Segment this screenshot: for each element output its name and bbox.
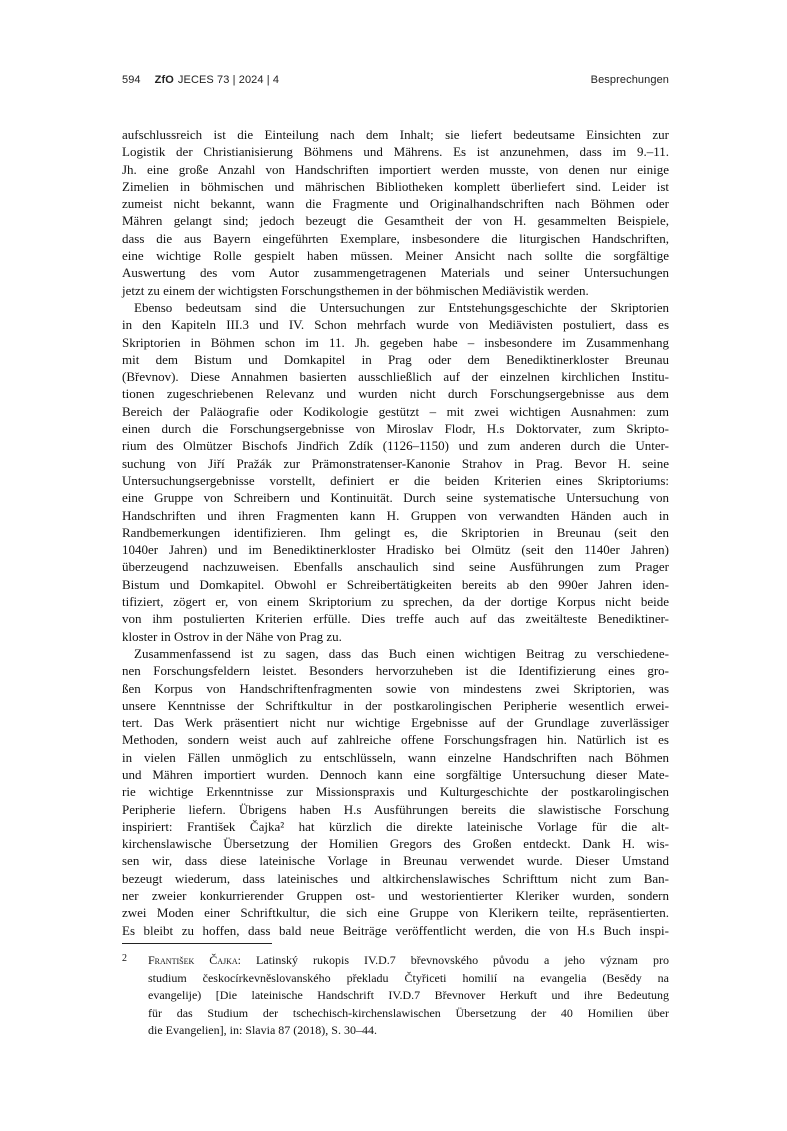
- footnote-text: [148, 952, 669, 1040]
- text-line: aufschlussreich ist die Einteilung nach dem Inhalt; sie liefert bedeutsame Einsichten zur: [122, 127, 669, 142]
- footnote-line: František Čajka: Latinský rukopis IV.D.7 břevnovského původu a jeho význam pro: [148, 953, 669, 967]
- text-line: zumeist nicht bekannt, wann die Fragmente und Originalhandschriften nach Böhmen oder: [122, 196, 669, 212]
- header-left: [122, 74, 279, 86]
- text-line: in vielen Fällen unmöglich zu entschlüsseln, wann einzelne Handschriften nach Böhmen: [122, 749, 669, 765]
- text-line: Zusammenfassend ist zu sagen, dass das Buch einen wichtigen Beitrag zu verschiedene-: [134, 645, 669, 661]
- text-line: Mähren gelangt sind; jedoch bezeugt die Gesamtheit der von H. gesammelten Beispiele,: [122, 213, 669, 229]
- footnote-line: studium českocírkevněslovanského překladu Čtyřiceti homilií na evangelia (Besědy na: [148, 970, 669, 985]
- text-line: ner zweier konkurrierender Gruppen ost- und westorientierter Kleriker wurden, sondern: [122, 888, 669, 904]
- body-text: [122, 126, 669, 939]
- running-header: [122, 74, 669, 90]
- text-line: sen wir, dass diese lateinische Vorlage in Breunau verwendet wurde. Dieser Umstand: [122, 853, 669, 869]
- footnote-author: František Čajka: [148, 953, 238, 967]
- text-line: mit dem Bistum und Domkapitel in Prag oder dem Benediktinerkloster Breunau: [122, 351, 669, 367]
- text-line: Untersuchungsergebnisse vorstellt, definiert er die beiden Kriterien eines Skriptoriums:: [122, 472, 669, 488]
- text-line: Es bleibt zu hoffen, dass bald neue Beiträge veröffentlicht werden, die von H.s Buch inspi-: [122, 922, 669, 938]
- footnote-line: die Evangelien], in: Slavia 87 (2018), S. 30–44.: [148, 1023, 377, 1037]
- text-line: tifiziert, zögert er, von einem Skriptorium zu sprechen, da der dortige Korpus nicht beide: [122, 594, 669, 610]
- text-line: rie wichtige Erkenntnisse zur Missionspraxis und Kulturgeschichte der postkarolingischen: [122, 784, 669, 800]
- text-line: eine Gruppe von Schreibern und Kontinuität. Durch seine systematische Untersuchung von: [122, 490, 669, 506]
- text-line: tert. Das Werk präsentiert nicht nur wichtige Ergebnisse auf der Grundlage zuverlässiger: [122, 715, 669, 731]
- text-line: suchung von Jiří Pražák zur Prämonstratenser-Kanonie Strahov in Prag. Bevor H. seine: [122, 455, 669, 471]
- text-line: von ihm postulierten Kriterien erfülle. Dies treffe auch auf das zweitälteste Benediktiner-: [122, 611, 669, 627]
- text-line: 1040er Jahren) und im Benediktinerkloster Hradisko bei Olmütz (seit den 1140er Jahren): [122, 542, 669, 558]
- text-line: kirchenslawische Übersetzung der Homilien Gregors des Großen entdeckt. Dank H. wis-: [122, 836, 669, 852]
- text-line: Ebenso bedeutsam sind die Untersuchungen zur Entstehungsgeschichte der Skriptorien: [134, 299, 669, 315]
- footnote-line: evangelije) [Die lateinische Handschrift IV.D.7 Břevnover Herkuft und ihre Bedeutung: [148, 988, 669, 1002]
- text-line: rium des Olmützer Bischofs Jindřich Zdík (1126–1150) und zum anderen durch die Unter-: [122, 438, 669, 454]
- text-line: Zimelien in böhmischen und mährischen Bibliotheken komplett überliefert sind. Leider ist: [122, 178, 669, 194]
- text-line: Bistum und Domkapitel. Obwohl er Schreibertätigkeiten bereits ab den 990er Jahren iden-: [122, 576, 669, 592]
- text-line: Jh. eine große Anzahl von Handschriften importiert werden musste, von denen nur einige: [122, 161, 669, 177]
- section-title: Besprechungen: [590, 74, 669, 86]
- page-number: 594: [122, 74, 141, 86]
- text-line: bezeugt wiederum, dass lateinisches und altkirchenslawisches Schrifttum nicht zum Ban-: [122, 870, 669, 886]
- text-line: eine wichtige Rolle gespielt haben müssen. Meiner Ansicht nach sollte die sorgfältige: [122, 248, 669, 264]
- text-line: jetzt zu einem der wichtigsten Forschungsthemen in der böhmischen Mediävistik werden.: [122, 282, 589, 298]
- text-line: Randbemerkungen identifizieren. Ihm gelingt es, die Skriptorien in Breunau (seit den: [122, 524, 669, 540]
- text-line: Handschriften und ihren Fragmenten kann H. Gruppen von verwandten Händen auch in: [122, 507, 669, 523]
- text-line: inspiriert: František Čajka² hat kürzlich die direkte lateinische Vorlage für die alt-: [122, 818, 669, 834]
- text-line: kloster in Ostrov in der Nähe von Prag zu.: [122, 628, 342, 644]
- footnote-divider: [122, 943, 272, 944]
- text-line: unsere Kenntnisse der Schriftkultur in der postkarolingischen Peripherie wesentlich erwei-: [122, 697, 669, 713]
- text-line: ßen Korpus von Handschriftenfragmenten sowie von mindestens zwei Skriptorien, was: [122, 680, 669, 696]
- text-line: Skriptorien in Böhmen schon im 11. Jh. gegeben habe – insbesondere im Zusammenhang: [122, 334, 669, 350]
- text-line: Peripherie liefern. Übrigens haben H.s Ausführungen bereits die slawistische Forschung: [122, 801, 669, 817]
- text-line: und Mähren importiert wurden. Dennoch kann eine sorgfältige Untersuchung dieser Mate-: [122, 766, 669, 782]
- text-line: Logistik der Christianisierung Böhmens und Mährens. Es ist anzunehmen, dass im 9.–11.: [122, 144, 669, 160]
- journal-abbreviation: ZfO: [154, 74, 174, 86]
- text-line: dass die aus Bayern eingeführten Exemplare, insbesondere die liturgischen Handschriften,: [122, 230, 669, 246]
- text-line: (Břevnov). Diese Annahmen basierten ausschließlich auf der einzelnen kirchlichen Institu-: [122, 369, 669, 385]
- text-line: Methoden, sondern weist auch auf zahlreiche offene Forschungsfragen hin. Natürlich ist es: [122, 732, 669, 748]
- text-line: nen Forschungsfeldern leistet. Besonders hervorzuheben ist die Identifizierung eines gro-: [122, 663, 669, 679]
- footnote-mark: 2: [122, 953, 127, 964]
- footnote-line: für das Studium der tschechisch-kirchenslawischen Übersetzung der 40 Homilien über: [148, 1005, 669, 1020]
- journal-issue: JECES 73 | 2024 | 4: [177, 74, 280, 86]
- text-line: zwei Moden einer Schriftkultur, die sich eine Gruppe von Klerikern teilte, repräsentierten.: [122, 905, 669, 921]
- text-line: einen durch die Forschungsergebnisse von Miroslav Flodr, H.s Doktorvater, zum Skripto-: [122, 421, 669, 437]
- text-line: Auswertung des vom Autor zusammengetragenen Materials und seiner Untersuchungen: [122, 265, 669, 281]
- text-line: Bereich der Paläografie oder Kodikologie gestützt – mit zwei wichtigen Ausnahmen: zum: [122, 403, 669, 419]
- text-line: überzeugend nachzuweisen. Ebenfalls anschaulich sind seine Ausführungen zum Prager: [122, 559, 669, 575]
- text-line: in den Kapiteln III.3 und IV. Schon mehrfach wurde von Mediävisten postuliert, dass es: [122, 317, 669, 333]
- text-line: tionen zugeschriebenen Relevanz und wurden nicht durch Forschungsergebnisse aus dem: [122, 386, 669, 402]
- footnote-line-text: Latinský rukopis IV.D.7 břevnovského původu a jeho význam pro: [256, 953, 669, 967]
